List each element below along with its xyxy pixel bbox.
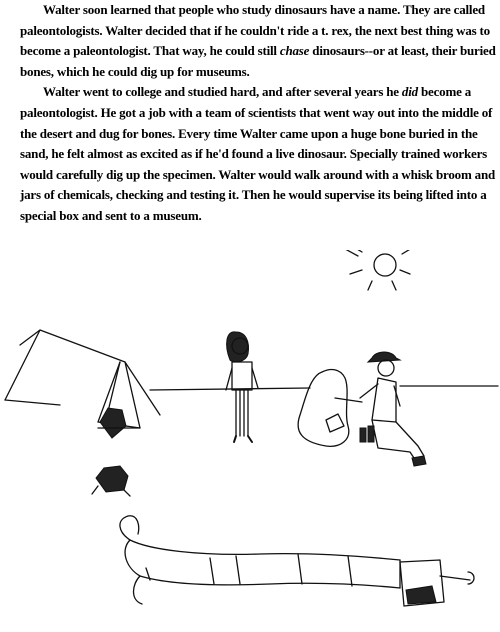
story-text [20,0,500,227]
rock-icon [92,466,130,496]
emphasis-did: did [401,84,418,100]
emphasis-chase: chase [279,43,310,59]
text-line: become a paleontologist. That way, he could still chase dinosaurs--or at least, their buried [20,43,496,59]
drawing-canvas [0,250,500,627]
dig-site-drawing [0,250,500,627]
text-line: sand, he felt almost as excited as if he'd found a live dinosaur. Specially trained workers [20,146,488,162]
story-paragraph-2 [20,82,500,226]
text-line: jars of chemicals, checking and testing it. Then he would supervise its being lifted into a [20,187,487,203]
text-line: Walter soon learned that people who study dinosaurs have a name. They are called [43,2,485,17]
text-line: paleontologist. He got a job with a team of scientists that went way out into the middle of [20,104,493,120]
dig-mound [298,370,362,447]
kneeling-worker-figure [360,352,426,466]
story-paragraph-1 [20,0,500,82]
large-bone-icon [120,516,400,604]
text-line: special box and sent to a museum. [20,207,202,223]
jars-icon [360,426,374,442]
text-line: Walter went to college and studied hard, and after several years he did become a [43,84,472,100]
standing-person-figure [226,332,258,442]
tent-supplies [100,408,126,438]
text-line: the desert and dug for bones. Every time Walter came upon a huge bone buried in the [20,125,478,141]
text-line: would carefully dig up the specimen. Walter would walk around with a whisk broom and [20,166,496,182]
sun-icon [325,250,412,290]
tent-icon [5,330,160,438]
horizon-line [150,386,498,390]
text-line: paleontologists. Walter decided that if he couldn't ride a t. rex, the next best thing was to [20,22,490,38]
crate-icon [400,560,474,606]
text-line: bones, which he could dig up for museums. [20,63,250,79]
